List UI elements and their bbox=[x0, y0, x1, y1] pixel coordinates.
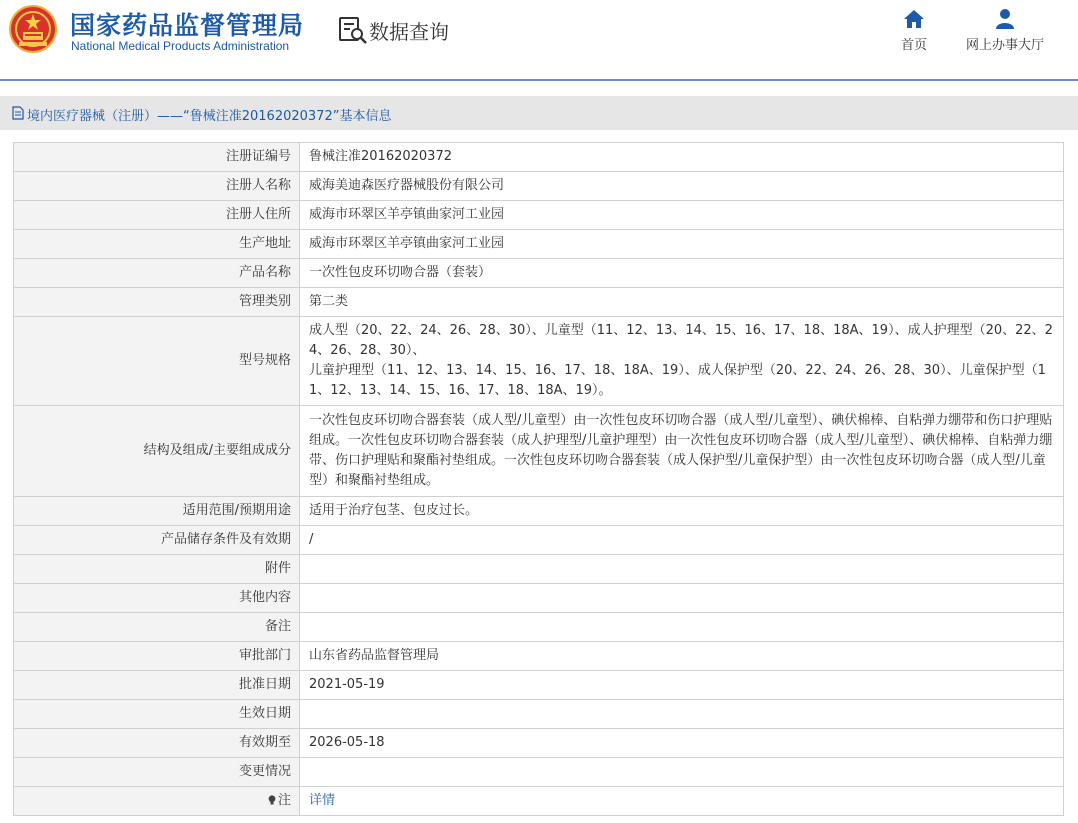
data-query-icon bbox=[338, 16, 368, 44]
field-value bbox=[300, 555, 1064, 584]
table-row bbox=[14, 758, 1064, 787]
nav-home-label: 首页 bbox=[900, 38, 927, 53]
breadcrumb bbox=[0, 96, 1078, 130]
field-value: 2021-05-19 bbox=[300, 671, 1064, 700]
table-row bbox=[14, 787, 1064, 816]
field-label: 生产地址 bbox=[14, 230, 300, 259]
field-label: 注册证编号 bbox=[14, 143, 300, 172]
field-value: 一次性包皮环切吻合器套装（成人型/儿童型）由一次性包皮环切吻合器（成人型/儿童型）、碘伏棉棒、自粘弹力绷带和伤口护理贴组成。一次性包皮环切吻合器套装（成人护理型/儿童护理型）由一次性包皮环切吻合器（成人型/儿童型）、碘伏棉棒、自粘弹力绷带、伤口护理贴和聚酯衬垫组成。一次性包皮环切吻合器套装（成人保护型/儿童保护型）由一次性包皮环切吻合器（成人型/儿童型）和聚酯衬垫组成。 bbox=[300, 406, 1064, 497]
table-row bbox=[14, 671, 1064, 700]
table-row bbox=[14, 526, 1064, 555]
table-row bbox=[14, 406, 1064, 497]
field-value bbox=[300, 758, 1064, 787]
table-row bbox=[14, 230, 1064, 259]
breadcrumb-text: 境内医疗器械（注册）——“鲁械注准20162020372”基本信息 bbox=[27, 109, 392, 124]
table-row bbox=[14, 172, 1064, 201]
field-label: 变更情况 bbox=[14, 758, 300, 787]
model-spec-line: 成人型（20、22、24、26、28、30）、儿童型（11、12、13、14、15、16、17、18、18A、19）、成人护理型（20、22、24、26、28、30）、 bbox=[309, 323, 1053, 358]
header-divider bbox=[0, 79, 1078, 81]
data-query-label: 数据查询 bbox=[369, 20, 449, 44]
table-row bbox=[14, 259, 1064, 288]
details-link[interactable]: 详情 bbox=[309, 793, 336, 808]
nav-home[interactable] bbox=[894, 8, 934, 53]
field-value bbox=[300, 613, 1064, 642]
field-label: 适用范围/预期用途 bbox=[14, 497, 300, 526]
field-label: 型号规格 bbox=[14, 317, 300, 406]
site-title-en: National Medical Products Administration bbox=[71, 39, 290, 53]
field-value: 威海市环翠区羊亭镇曲家河工业园 bbox=[300, 230, 1064, 259]
field-label: 注册人住所 bbox=[14, 201, 300, 230]
field-label: 管理类别 bbox=[14, 288, 300, 317]
field-label: 产品名称 bbox=[14, 259, 300, 288]
field-value bbox=[300, 317, 1064, 406]
table-row bbox=[14, 288, 1064, 317]
field-value: 一次性包皮环切吻合器（套装） bbox=[300, 259, 1064, 288]
field-value: 鲁械注准20162020372 bbox=[300, 143, 1064, 172]
field-value bbox=[300, 584, 1064, 613]
field-value: 威海市环翠区羊亭镇曲家河工业园 bbox=[300, 201, 1064, 230]
document-icon bbox=[12, 106, 24, 120]
bulb-icon bbox=[268, 795, 276, 805]
nav-online-service-hall[interactable] bbox=[960, 8, 1050, 53]
field-label: 生效日期 bbox=[14, 700, 300, 729]
field-label: 其他内容 bbox=[14, 584, 300, 613]
field-value bbox=[300, 700, 1064, 729]
table-row bbox=[14, 143, 1064, 172]
field-label: 注册人名称 bbox=[14, 172, 300, 201]
table-row bbox=[14, 497, 1064, 526]
field-label: 有效期至 bbox=[14, 729, 300, 758]
table-row bbox=[14, 317, 1064, 406]
note-label: 注 bbox=[277, 793, 291, 808]
table-row bbox=[14, 201, 1064, 230]
site-header bbox=[0, 0, 1078, 80]
field-value: 第二类 bbox=[300, 288, 1064, 317]
field-value: 2026-05-18 bbox=[300, 729, 1064, 758]
table-row bbox=[14, 584, 1064, 613]
table-row bbox=[14, 555, 1064, 584]
user-icon bbox=[994, 8, 1016, 30]
model-spec-line: 儿童护理型（11、12、13、14、15、16、17、18、18A、19）、成人保护型（20、22、24、26、28、30）、儿童保护型（11、12、13、14、15、16、17、18、18A、19）。 bbox=[309, 363, 1046, 398]
national-emblem-icon bbox=[9, 5, 57, 53]
field-label: 产品储存条件及有效期 bbox=[14, 526, 300, 555]
registration-info-table bbox=[13, 142, 1064, 816]
field-label bbox=[14, 787, 300, 816]
table-row bbox=[14, 729, 1064, 758]
field-value: 山东省药品监督管理局 bbox=[300, 642, 1064, 671]
field-value: / bbox=[300, 526, 1064, 555]
site-title-cn: 国家药品监督管理局 bbox=[70, 11, 305, 40]
field-value bbox=[300, 787, 1064, 816]
table-row bbox=[14, 642, 1064, 671]
field-label: 结构及组成/主要组成成分 bbox=[14, 406, 300, 497]
field-value: 适用于治疗包茎、包皮过长。 bbox=[300, 497, 1064, 526]
home-icon bbox=[903, 8, 925, 30]
table-row bbox=[14, 700, 1064, 729]
field-value: 威海美迪森医疗器械股份有限公司 bbox=[300, 172, 1064, 201]
field-label: 备注 bbox=[14, 613, 300, 642]
field-label: 批准日期 bbox=[14, 671, 300, 700]
nav-online-service-hall-label: 网上办事大厅 bbox=[965, 38, 1044, 53]
field-label: 审批部门 bbox=[14, 642, 300, 671]
table-row bbox=[14, 613, 1064, 642]
field-label: 附件 bbox=[14, 555, 300, 584]
